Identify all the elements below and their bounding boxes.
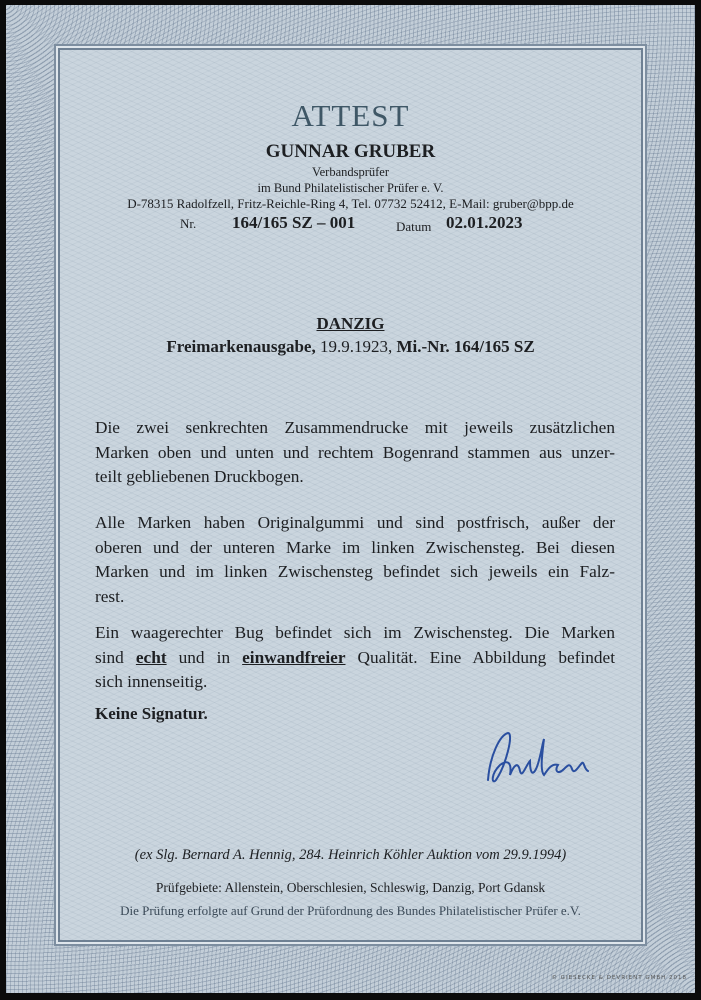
text-line: Alle Marken haben Originalgummi und sind postfrisch, außer der <box>95 513 615 532</box>
catalog-number: Mi.-Nr. 164/165 SZ <box>396 337 535 356</box>
document-title: ATTEST <box>291 98 410 133</box>
text-line: teilt gebliebenen Druckbogen. <box>95 467 304 486</box>
issue-name: Freimarkenausgabe, <box>166 337 316 356</box>
date-label: Datum <box>396 219 432 234</box>
printer-copyright: © GIESECKE & DEVRIENT GMBH 2018 <box>551 975 687 981</box>
address: D-78315 Radolfzell, Fritz-Reichle-Ring 4, Tel. 07732 52412, E-Mail: gruber@bpp.de <box>127 196 574 211</box>
issue-line <box>0 337 701 357</box>
issue-date: 19.9.1923, <box>315 337 397 356</box>
text-line <box>95 646 615 671</box>
text-line: sich innenseitig. <box>95 672 208 691</box>
expertise-areas: Prüfgebiete: Allenstein, Oberschlesien, Schleswig, Danzig, Port Gdansk <box>155 880 546 895</box>
text-line: oberen und der unteren Marke im linken Zwischensteg. Bei diesen <box>95 537 615 557</box>
provenance: (ex Slg. Bernard A. Hennig, 284. Heinrich Köhler Auktion vom 29.9.1994) <box>134 847 567 863</box>
text: sind <box>95 647 136 667</box>
text-line: Marken oben und unten und rechtem Bogenrand stammen aus unzer- <box>95 442 615 462</box>
emphasis-echt: echt <box>135 647 167 667</box>
examiner-role: Verbandsprüfer <box>311 165 390 179</box>
regulation-note: Die Prüfung erfolgte auf Grund der Prüfordnung des Bundes Philatelistischer Prüfer e.V. <box>120 903 581 918</box>
examiner-name: GUNNAR GRUBER <box>265 141 436 162</box>
nr-label: Nr. <box>180 216 197 231</box>
paragraph-1 <box>95 416 615 490</box>
text-line: rest. <box>95 586 125 606</box>
subject-area: DANZIG <box>316 314 385 333</box>
text: und in <box>166 647 243 667</box>
text-line: Ein waagerechter Bug befindet sich im Zwischensteg. Die Marken <box>95 623 615 642</box>
emphasis-einwandfrei: einwandfreier <box>242 647 346 667</box>
certificate-number: 164/165 SZ – 001 <box>232 213 356 232</box>
certificate-date: 02.01.2023 <box>446 213 523 232</box>
text-line: Marken und im linken Zwischensteg befindet sich jeweils ein Falz- <box>95 562 615 581</box>
text: Qualität. Eine Abbildung befindet <box>345 647 615 667</box>
paragraph-3 <box>95 621 615 695</box>
association: im Bund Philatelistischer Prüfer e. V. <box>257 181 444 195</box>
signature-note: Keine Signatur. <box>95 704 208 723</box>
text-line: Die zwei senkrechten Zusammendrucke mit jeweils zusätzlichen <box>95 418 615 437</box>
handwritten-signature <box>478 725 598 795</box>
paragraph-2 <box>95 511 615 609</box>
